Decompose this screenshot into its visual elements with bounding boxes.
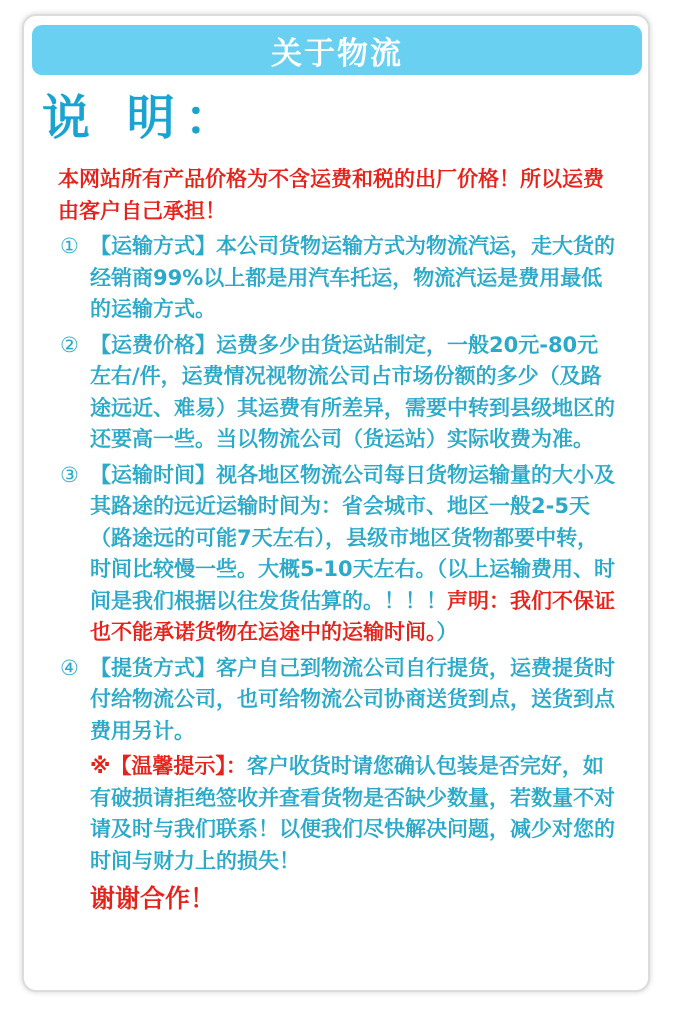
intro-text: 本网站所有产品价格为不含运费和税的出厂价格！所以运费由客户自己承担！ <box>58 167 604 223</box>
header-bar <box>32 25 642 75</box>
item-text-tail: ） <box>436 620 458 644</box>
item-number: ③ <box>60 462 79 487</box>
item-text: 【运输方式】本公司货物运输方式为物流汽运，走大货的经销商99%以上都是用汽车托运，物流汽运是费用最低的运输方式。 <box>90 234 615 321</box>
item-shipping-time <box>58 460 618 649</box>
item-disclaimer: 声明：我们不保证也不能承诺货物在运途中的运输时间。 <box>90 588 615 644</box>
item-text: 【运输时间】视各地区物流公司每日货物运输量的大小及其路途的远近运输时间为：省会城市、地区一般2-5天（路途远的可能7天左右），县级市地区货物都要中转，时间比较慢一些。大概5-10天左右。（以上运输费用、时间是我们根据以往发货估算的。！！！ <box>90 462 616 613</box>
item-number: ② <box>60 332 79 357</box>
header-title: 关于物流 <box>271 35 403 72</box>
item-text: 【提货方式】客户自己到物流公司自行提货，运费提货时付给物流公司，也可给物流公司协商送货到点，送货到点费用另计。 <box>90 655 615 743</box>
warm-tip-label: ※【温馨提示】： <box>90 754 247 778</box>
page-heading: 说 明： <box>42 90 243 146</box>
warm-tip-text: 客户收货时请您确认包装是否完好，如有破损请拒绝签收并查看货物是否缺少数量，若数量不对请及时与我们联系！以便我们尽快解决问题，减少对您的时间与财力上的损失！ <box>90 754 615 873</box>
item-pickup-method <box>58 653 618 748</box>
warm-tip <box>58 751 618 877</box>
item-shipping-price <box>58 330 618 456</box>
notice-content <box>58 164 618 917</box>
thanks-text: 谢谢合作！ <box>90 884 216 913</box>
item-number: ① <box>60 234 79 258</box>
item-shipping-method <box>58 231 618 326</box>
item-text: 【运费价格】运费多少由货运站制定，一般20元-80元左右/件，运费情况视物流公司占市场份额的多少（及路途远近、难易）其运费有所差异，需要中转到县级地区的还要高一些。当以物流公司（货运站）实际收费为准。 <box>90 332 615 451</box>
item-number: ④ <box>60 655 79 680</box>
